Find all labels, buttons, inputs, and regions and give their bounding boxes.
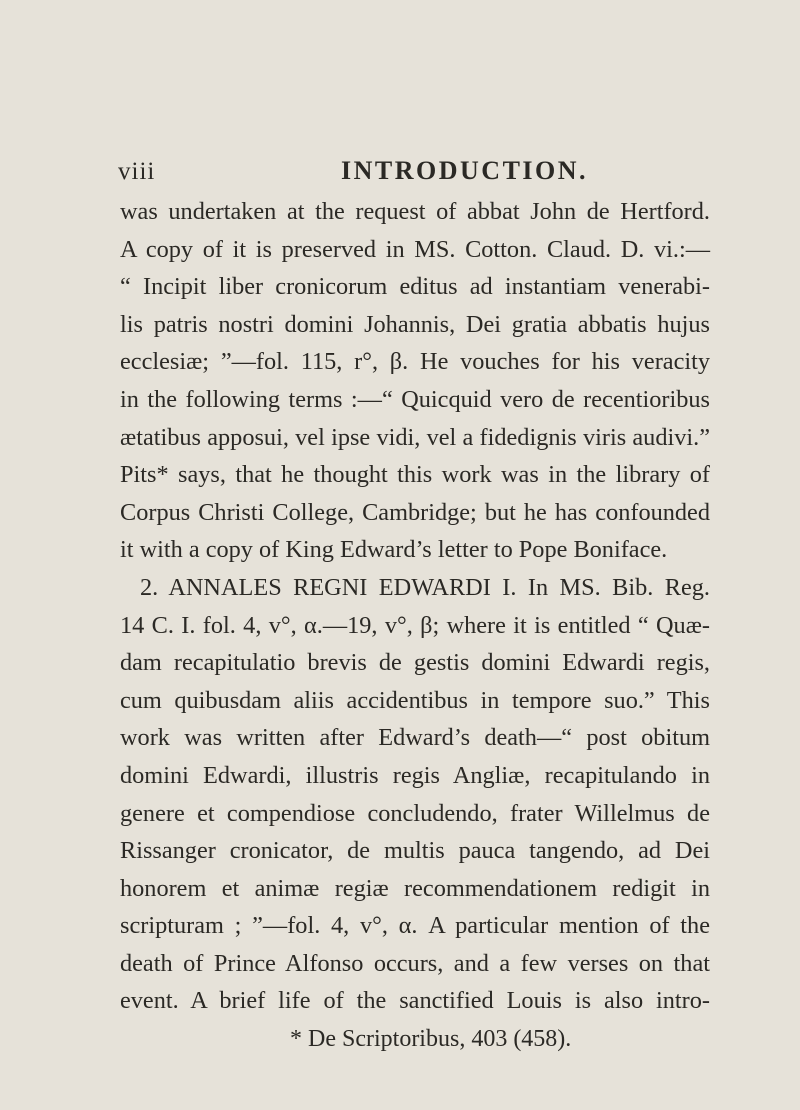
page-header	[0, 150, 800, 190]
text-line: Rissanger cronicator, de multis pauca tangendo, ad Dei	[120, 837, 710, 865]
footnote: * De Scriptoribus, 403 (458).	[290, 1026, 572, 1052]
text-line: Corpus Christi College, Cambridge; but he has confounded	[120, 498, 710, 526]
text-line: Pits* says, that he thought this work was in the library of	[120, 461, 710, 489]
text-line: genere et compendiose concludendo, frater Willelmus de	[120, 799, 710, 827]
text-line: event. A brief life of the sanctified Louis is also intro-	[120, 987, 710, 1015]
text-line: it with a copy of King Edward’s letter to Pope Boniface.	[120, 536, 668, 564]
body-text	[120, 193, 710, 1020]
text-line: dam recapitulatio brevis de gestis domini Edwardi regis,	[120, 649, 710, 677]
text-line: was undertaken at the request of abbat John de Hertford.	[120, 198, 710, 225]
text-line: A copy of it is preserved in MS. Cotton. Claud. D. vi.:—	[120, 235, 710, 263]
text-line: ecclesiæ; ”—fol. 115, r°, β. He vouches for his veracity	[120, 348, 710, 376]
text-line: “ Incipit liber cronicorum editus ad instantiam venerabi-	[120, 273, 710, 301]
text-line: domini Edwardi, illustris regis Angliæ, recapitulando in	[120, 761, 710, 789]
text-line: cum quibusdam aliis accidentibus in tempore suo.” This	[120, 686, 710, 714]
text-line: 14 C. I. fol. 4, v°, α.—19, v°, β; where it is entitled “ Quæ-	[120, 611, 710, 639]
text-line: ætatibus apposui, vel ipse vidi, vel a fidedignis viris audivi.”	[120, 423, 710, 451]
text-line: lis patris nostri domini Johannis, Dei gratia abbatis hujus	[120, 310, 710, 338]
text-line: in the following terms :—“ Quicquid vero de recentioribus	[120, 385, 710, 413]
section-heading-line: 2. ANNALES REGNI EDWARDI I. In MS. Bib. Reg.	[140, 573, 710, 601]
text-line: death of Prince Alfonso occurs, and a few verses on that	[120, 949, 710, 977]
text-line: scripturam ; ”—fol. 4, v°, α. A particular mention of the	[120, 912, 710, 940]
page-number: viii	[118, 158, 156, 185]
text-line: work was written after Edward’s death—“ post obitum	[120, 724, 710, 752]
text-line: honorem et animæ regiæ recommendationem redigit in	[120, 874, 710, 902]
running-head: INTRODUCTION.	[341, 156, 589, 185]
